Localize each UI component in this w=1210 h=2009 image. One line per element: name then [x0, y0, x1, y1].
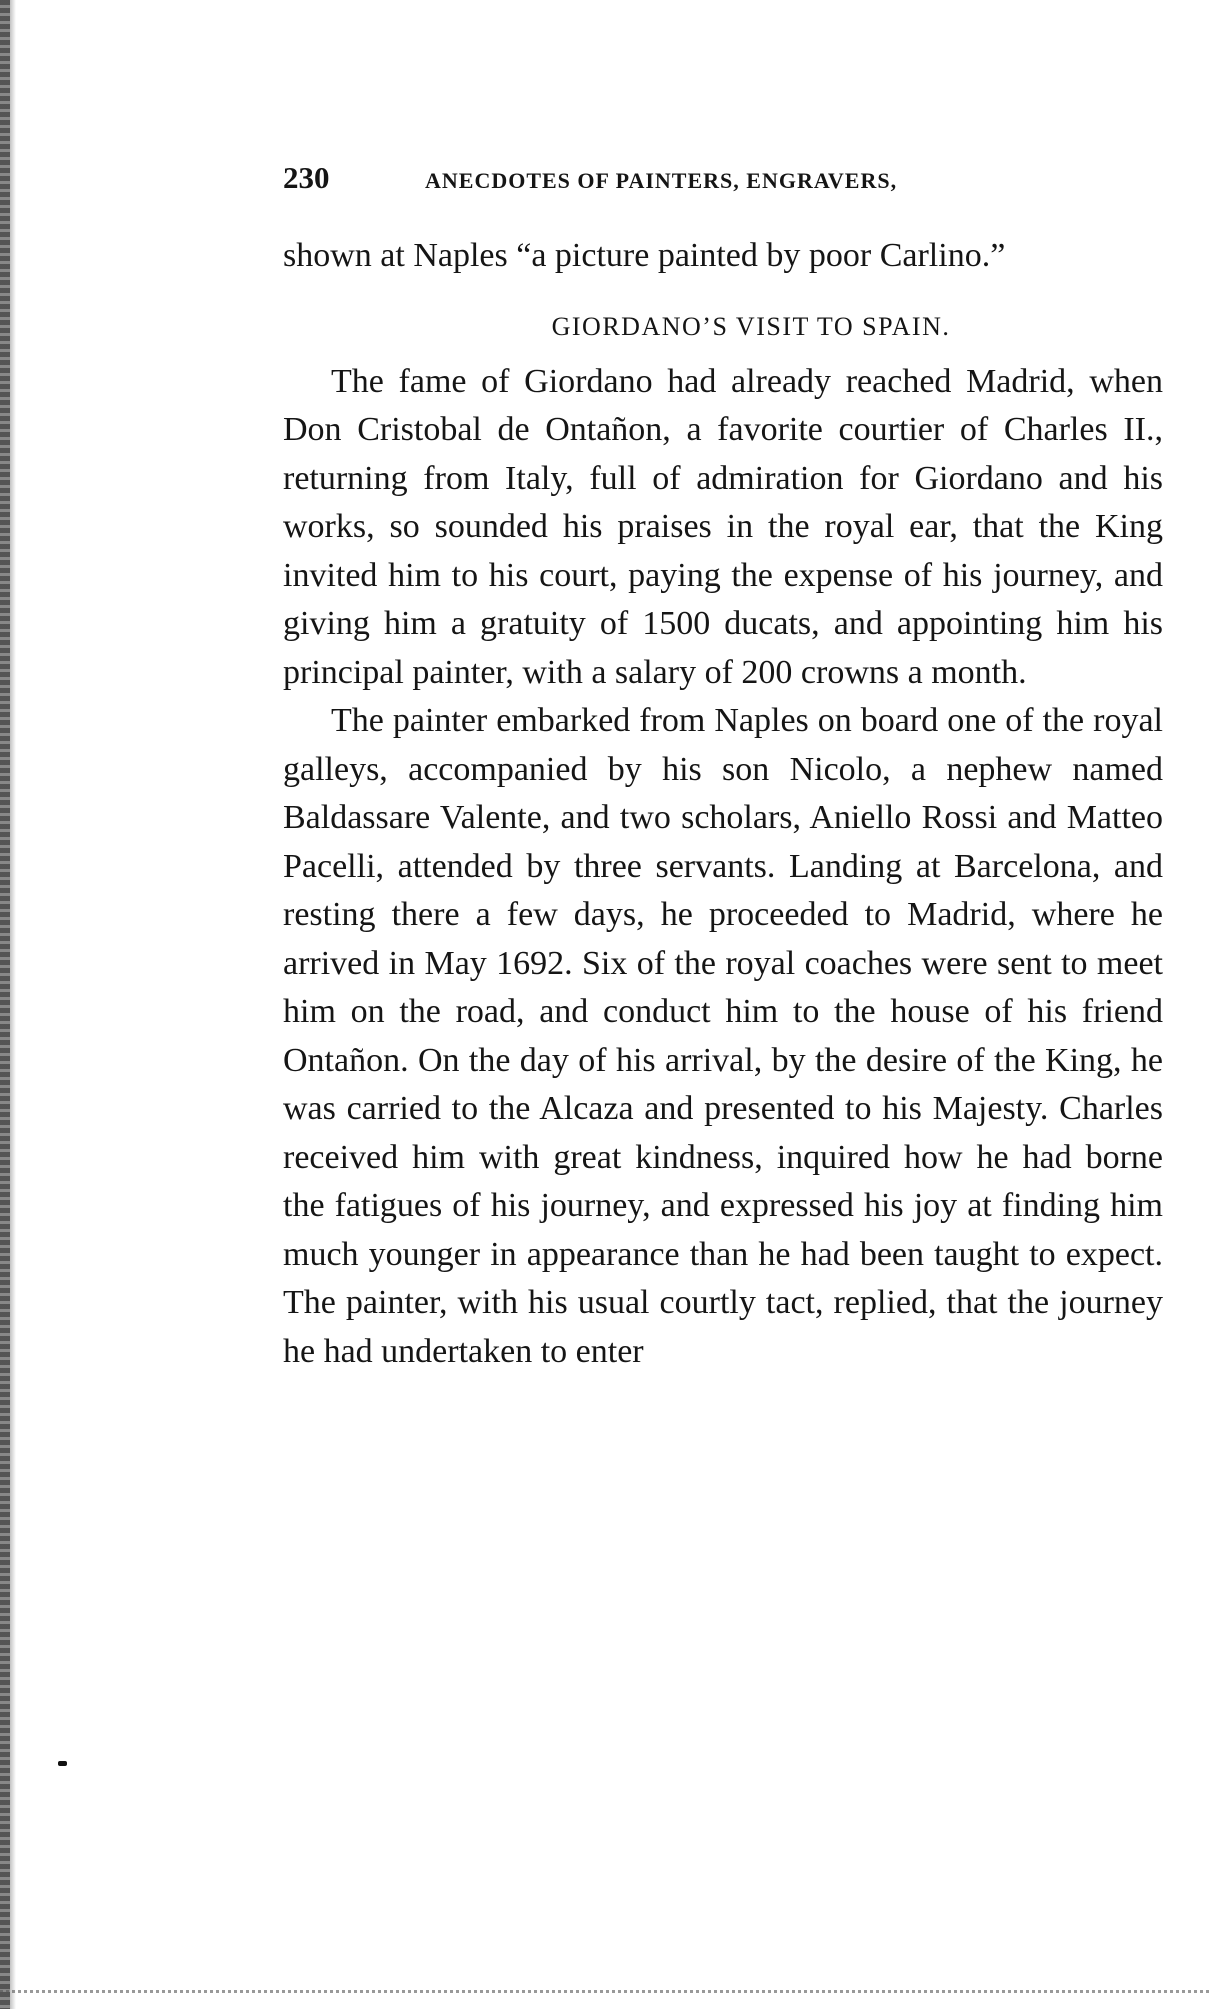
- book-page: [283, 160, 1163, 1376]
- binding-shadow: [10, 0, 16, 2009]
- running-title: ANECDOTES OF PAINTERS, ENGRAVERS,: [425, 168, 898, 193]
- running-head: [283, 160, 1163, 204]
- continued-paragraph: shown at Naples “a picture painted by poor Carlino.”: [283, 237, 1006, 274]
- section-heading: GIORDANO’S VISIT TO SPAIN.: [551, 311, 951, 341]
- ink-mark: [58, 1761, 67, 1766]
- page-bottom-edge: [0, 1990, 1210, 1993]
- paragraph-journey: The painter embarked from Naples on board one of the royal galleys, accompanied by his son Nicolo, a nephew named Baldassare Valente, and two scholars, Aniello Rossi and Matteo Pacelli, attended by three servants. Landing at Barcelona, and resting there a few days, he proceeded to Madrid, where he arrived in May 1692. Six of the royal coaches were sent to meet him on the road, and conduct him to the house of his friend Ontañon. On the day of his arrival, by the desire of the King, he was carried to the Alcaza and presented to his Majesty. Charles received him with great kindness, inquired how he had borne the fatigues of his journey, and expressed his joy at finding him much younger in appearance than he had been taught to expect. The painter, with his usual courtly tact, replied, that the journey he had undertaken to enter: [283, 702, 1163, 1370]
- book-binding-edge: [0, 0, 10, 2009]
- page-number: 230: [283, 160, 330, 195]
- paragraph-fame: The fame of Giordano had already reached Madrid, when Don Cristobal de Ontañon, a favorite courtier of Charles II., returning from Italy, full of admiration for Giordano and his works, so sounded his praises in the royal ear, that the King invited him to his court, paying the expense of his journey, and giving him a gratuity of 1500 ducats, and appointing him his principal painter, with a salary of 200 crowns a month.: [283, 362, 1163, 691]
